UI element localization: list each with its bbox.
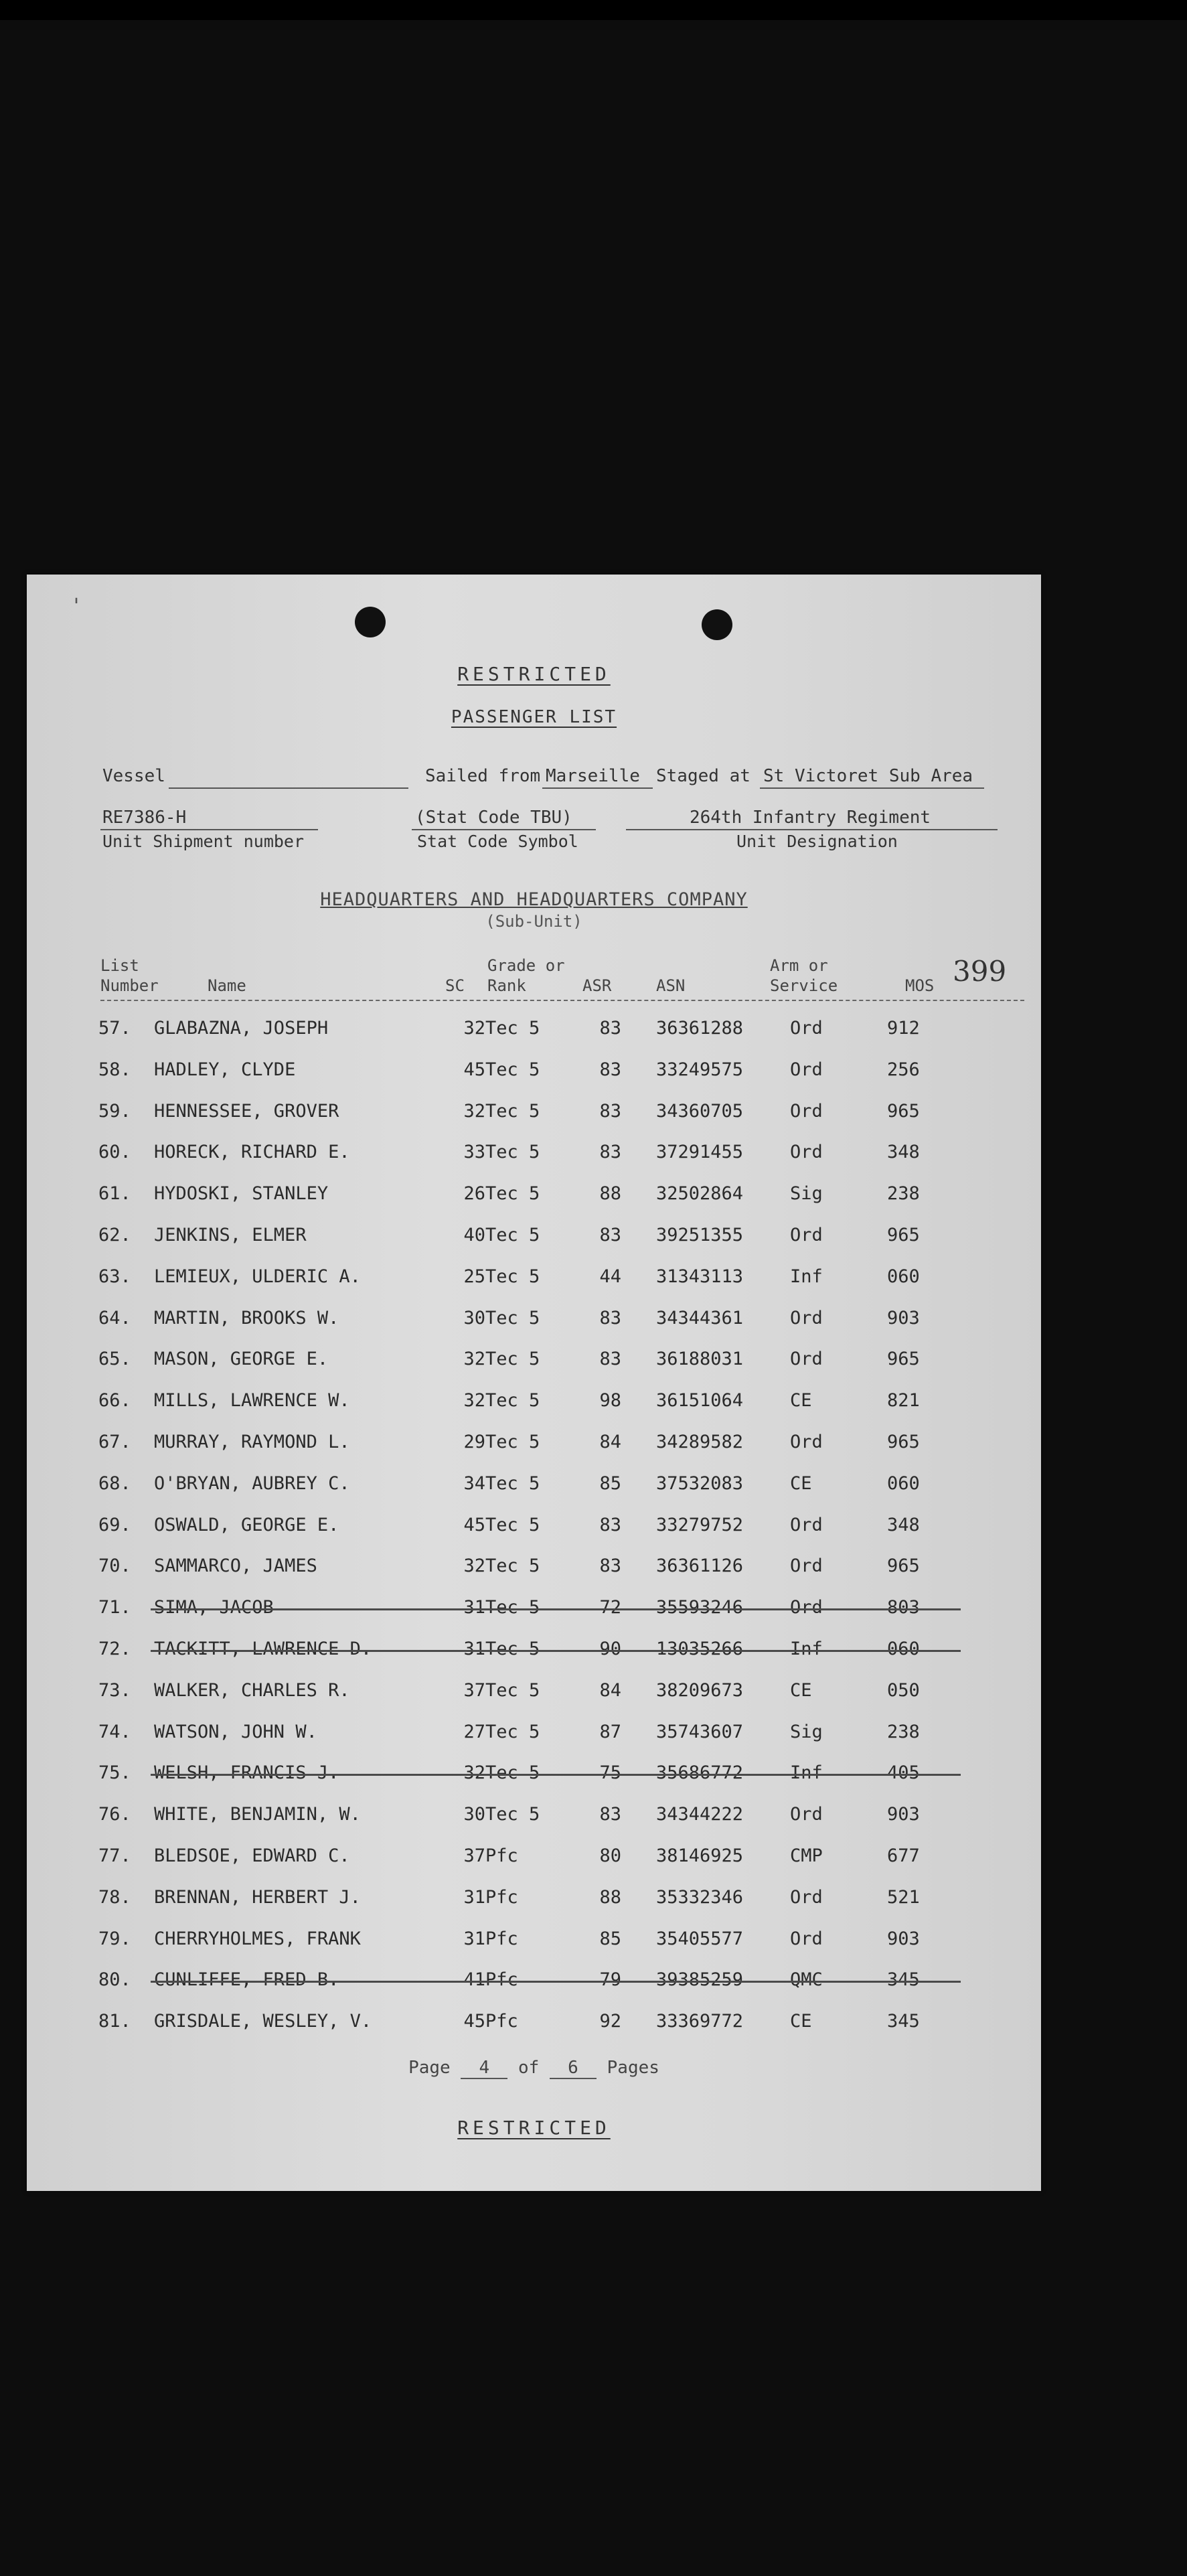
row-mos: 238 bbox=[887, 1722, 920, 1742]
row-name: BRENNAN, HERBERT J. bbox=[154, 1887, 361, 1908]
row-arm: CE bbox=[790, 2011, 812, 2032]
table-row bbox=[27, 2011, 1041, 2052]
row-mos: 965 bbox=[887, 1101, 920, 1122]
punch-hole-right bbox=[702, 609, 732, 640]
row-number: 76. bbox=[98, 1804, 131, 1825]
row-sc: 37 bbox=[463, 1680, 485, 1701]
row-grade: Tec 5 bbox=[485, 1101, 540, 1122]
row-asr: 90 bbox=[599, 1639, 621, 1659]
row-number: 79. bbox=[98, 1928, 131, 1949]
row-asn: 33369772 bbox=[656, 2011, 744, 2032]
row-asr: 88 bbox=[599, 1887, 621, 1908]
col-header-name: Name bbox=[208, 976, 246, 995]
row-mos: 345 bbox=[887, 2011, 920, 2032]
table-row bbox=[27, 1597, 1041, 1639]
row-grade: Tec 5 bbox=[485, 1390, 540, 1411]
row-mos: 521 bbox=[887, 1887, 920, 1908]
row-asn: 36188031 bbox=[656, 1349, 744, 1369]
row-grade: Pfc bbox=[485, 1845, 518, 1866]
row-sc: 29 bbox=[463, 1432, 485, 1452]
row-arm: Sig bbox=[790, 1183, 823, 1204]
table-row bbox=[27, 1887, 1041, 1928]
page-title: PASSENGER LIST bbox=[451, 707, 617, 727]
row-sc: 34 bbox=[463, 1473, 485, 1494]
row-asn: 34344222 bbox=[656, 1804, 744, 1825]
row-mos: 912 bbox=[887, 1018, 920, 1039]
row-asr: 83 bbox=[599, 1515, 621, 1535]
col-header-arm-1: Arm or bbox=[770, 956, 828, 975]
unit-designation-value: 264th Infantry Regiment bbox=[690, 808, 931, 828]
row-number: 75. bbox=[98, 1762, 131, 1783]
row-grade: Tec 5 bbox=[485, 1680, 540, 1701]
table-row bbox=[27, 1266, 1041, 1308]
col-header-grade-1: Grade or bbox=[487, 956, 565, 975]
table-row bbox=[27, 1059, 1041, 1101]
row-mos: 821 bbox=[887, 1390, 920, 1411]
row-name: WELSH, FRANCIS J. bbox=[154, 1762, 339, 1783]
sailed-from-value: Marseille bbox=[546, 766, 640, 786]
row-number: 65. bbox=[98, 1349, 131, 1369]
table-row bbox=[27, 1680, 1041, 1722]
row-asn: 36361126 bbox=[656, 1556, 744, 1576]
table-row bbox=[27, 1762, 1041, 1804]
subunit-value: HEADQUARTERS AND HEADQUARTERS COMPANY bbox=[320, 889, 748, 910]
row-number: 64. bbox=[98, 1308, 131, 1329]
row-arm: CE bbox=[790, 1473, 812, 1494]
classification-top: RESTRICTED bbox=[457, 663, 611, 685]
row-name: CHERRYHOLMES, FRANK bbox=[154, 1928, 361, 1949]
row-name: SIMA, JACOB bbox=[154, 1597, 274, 1618]
row-asr: 83 bbox=[599, 1308, 621, 1329]
row-mos: 965 bbox=[887, 1225, 920, 1245]
row-grade: Tec 5 bbox=[485, 1432, 540, 1452]
col-header-arm-2: Service bbox=[770, 976, 838, 995]
row-arm: CE bbox=[790, 1680, 812, 1701]
row-asr: 44 bbox=[599, 1266, 621, 1287]
row-grade: Tec 5 bbox=[485, 1266, 540, 1287]
row-sc: 27 bbox=[463, 1722, 485, 1742]
row-mos: 060 bbox=[887, 1639, 920, 1659]
row-number: 57. bbox=[98, 1018, 131, 1039]
row-name: HADLEY, CLYDE bbox=[154, 1059, 296, 1080]
row-number: 71. bbox=[98, 1597, 131, 1618]
row-name: OSWALD, GEORGE E. bbox=[154, 1515, 339, 1535]
row-name: MARTIN, BROOKS W. bbox=[154, 1308, 339, 1329]
row-number: 60. bbox=[98, 1142, 131, 1162]
row-asr: 84 bbox=[599, 1432, 621, 1452]
row-arm: Ord bbox=[790, 1225, 823, 1245]
row-sc: 41 bbox=[463, 1969, 485, 1990]
row-asr: 83 bbox=[599, 1349, 621, 1369]
table-row bbox=[27, 1928, 1041, 1970]
vessel-label: Vessel bbox=[102, 766, 165, 786]
strikethrough-line bbox=[151, 1774, 961, 1776]
row-sc: 31 bbox=[463, 1887, 485, 1908]
row-grade: Tec 5 bbox=[485, 1059, 540, 1080]
row-asn: 35405577 bbox=[656, 1928, 744, 1949]
row-name: TACKITT, LAWRENCE D. bbox=[154, 1639, 372, 1659]
pages-label: Pages bbox=[607, 2058, 659, 2078]
page-label: Page bbox=[408, 2058, 451, 2078]
row-asn: 36361288 bbox=[656, 1018, 744, 1039]
row-mos: 405 bbox=[887, 1762, 920, 1783]
row-mos: 345 bbox=[887, 1969, 920, 1990]
row-name: O'BRYAN, AUBREY C. bbox=[154, 1473, 350, 1494]
unit-shipment-label: Unit Shipment number bbox=[102, 832, 305, 851]
row-arm: Ord bbox=[790, 1101, 823, 1122]
row-asn: 34344361 bbox=[656, 1308, 744, 1329]
row-number: 77. bbox=[98, 1845, 131, 1866]
scan-border bbox=[0, 0, 1187, 20]
unit-shipment-number: RE7386-H bbox=[102, 808, 187, 828]
row-grade: Tec 5 bbox=[485, 1515, 540, 1535]
table-row bbox=[27, 1349, 1041, 1390]
stamped-page-number: 399 bbox=[953, 955, 1007, 988]
row-sc: 33 bbox=[463, 1142, 485, 1162]
strikethrough-line bbox=[151, 1981, 961, 1983]
page-total: 6 bbox=[550, 2058, 597, 2079]
row-grade: Tec 5 bbox=[485, 1804, 540, 1825]
row-number: 63. bbox=[98, 1266, 131, 1287]
col-header-asr: ASR bbox=[582, 976, 612, 995]
row-number: 59. bbox=[98, 1101, 131, 1122]
row-grade: Tec 5 bbox=[485, 1762, 540, 1783]
row-number: 62. bbox=[98, 1225, 131, 1245]
stat-code-rule bbox=[412, 829, 596, 830]
col-header-list-2: Number bbox=[100, 976, 159, 995]
row-asn: 34289582 bbox=[656, 1432, 744, 1452]
row-sc: 32 bbox=[463, 1390, 485, 1411]
row-mos: 677 bbox=[887, 1845, 920, 1866]
row-sc: 45 bbox=[463, 1515, 485, 1535]
col-header-sc: SC bbox=[445, 976, 465, 995]
row-name: WHITE, BENJAMIN, W. bbox=[154, 1804, 361, 1825]
row-arm: Ord bbox=[790, 1887, 823, 1908]
table-row bbox=[27, 1390, 1041, 1432]
row-sc: 31 bbox=[463, 1597, 485, 1618]
row-name: MASON, GEORGE E. bbox=[154, 1349, 329, 1369]
row-asr: 83 bbox=[599, 1142, 621, 1162]
row-arm: Sig bbox=[790, 1722, 823, 1742]
row-arm: Ord bbox=[790, 1059, 823, 1080]
row-grade: Tec 5 bbox=[485, 1722, 540, 1742]
row-asn: 38146925 bbox=[656, 1845, 744, 1866]
row-number: 61. bbox=[98, 1183, 131, 1204]
row-grade: Tec 5 bbox=[485, 1473, 540, 1494]
row-sc: 32 bbox=[463, 1349, 485, 1369]
row-asr: 83 bbox=[599, 1556, 621, 1576]
row-mos: 348 bbox=[887, 1142, 920, 1162]
col-header-list-1: List bbox=[100, 956, 139, 975]
table-row bbox=[27, 1969, 1041, 2011]
row-asn: 32502864 bbox=[656, 1183, 744, 1204]
row-asn: 33249575 bbox=[656, 1059, 744, 1080]
page-current: 4 bbox=[461, 2058, 507, 2079]
row-sc: 25 bbox=[463, 1266, 485, 1287]
row-arm: Inf bbox=[790, 1266, 823, 1287]
row-arm: Inf bbox=[790, 1639, 823, 1659]
table-row bbox=[27, 1804, 1041, 1845]
row-sc: 32 bbox=[463, 1018, 485, 1039]
row-arm: Ord bbox=[790, 1142, 823, 1162]
row-grade: Tec 5 bbox=[485, 1142, 540, 1162]
row-arm: Inf bbox=[790, 1762, 823, 1783]
row-grade: Tec 5 bbox=[485, 1308, 540, 1329]
margin-pen-mark: ' bbox=[70, 595, 83, 618]
page-count bbox=[27, 2058, 1041, 2079]
sailed-from-rule bbox=[542, 787, 653, 789]
row-asn: 35743607 bbox=[656, 1722, 744, 1742]
table-row bbox=[27, 1432, 1041, 1473]
row-sc: 45 bbox=[463, 1059, 485, 1080]
row-sc: 32 bbox=[463, 1762, 485, 1783]
row-number: 74. bbox=[98, 1722, 131, 1742]
row-mos: 965 bbox=[887, 1432, 920, 1452]
row-arm: Ord bbox=[790, 1018, 823, 1039]
row-name: CUNLIFFE, FRED B. bbox=[154, 1969, 339, 1990]
row-grade: Tec 5 bbox=[485, 1349, 540, 1369]
row-grade: Pfc bbox=[485, 1928, 518, 1949]
row-asr: 85 bbox=[599, 1928, 621, 1949]
stat-code-label: Stat Code Symbol bbox=[417, 832, 578, 851]
row-arm: Ord bbox=[790, 1928, 823, 1949]
row-asn: 38209673 bbox=[656, 1680, 744, 1701]
row-mos: 060 bbox=[887, 1266, 920, 1287]
row-mos: 050 bbox=[887, 1680, 920, 1701]
row-number: 80. bbox=[98, 1969, 131, 1990]
row-number: 58. bbox=[98, 1059, 131, 1080]
row-mos: 965 bbox=[887, 1556, 920, 1576]
row-arm: QMC bbox=[790, 1969, 823, 1990]
row-asr: 83 bbox=[599, 1059, 621, 1080]
sailed-from-label: Sailed from bbox=[425, 766, 541, 786]
row-arm: Ord bbox=[790, 1308, 823, 1329]
row-sc: 32 bbox=[463, 1101, 485, 1122]
table-row bbox=[27, 1142, 1041, 1183]
row-sc: 40 bbox=[463, 1225, 485, 1245]
row-number: 66. bbox=[98, 1390, 131, 1411]
row-arm: Ord bbox=[790, 1556, 823, 1576]
unit-shipment-rule bbox=[100, 829, 318, 830]
strikethrough-line bbox=[151, 1650, 961, 1652]
row-asr: 84 bbox=[599, 1680, 621, 1701]
row-name: HYDOSKI, STANLEY bbox=[154, 1183, 329, 1204]
row-name: HORECK, RICHARD E. bbox=[154, 1142, 350, 1162]
row-name: LEMIEUX, ULDERIC A. bbox=[154, 1266, 361, 1287]
row-number: 81. bbox=[98, 2011, 131, 2032]
row-name: HENNESSEE, GROVER bbox=[154, 1101, 339, 1122]
table-row bbox=[27, 1515, 1041, 1556]
row-asn: 35593246 bbox=[656, 1597, 744, 1618]
row-asn: 13035266 bbox=[656, 1639, 744, 1659]
row-sc: 31 bbox=[463, 1928, 485, 1949]
row-asn: 37532083 bbox=[656, 1473, 744, 1494]
row-asn: 36151064 bbox=[656, 1390, 744, 1411]
row-asn: 31343113 bbox=[656, 1266, 744, 1287]
row-name: MURRAY, RAYMOND L. bbox=[154, 1432, 350, 1452]
row-sc: 31 bbox=[463, 1639, 485, 1659]
row-asr: 83 bbox=[599, 1018, 621, 1039]
row-grade: Pfc bbox=[485, 2011, 518, 2032]
vessel-blank bbox=[169, 787, 408, 789]
unit-designation-rule bbox=[626, 829, 998, 830]
row-asr: 79 bbox=[599, 1969, 621, 1990]
staged-at-label: Staged at bbox=[656, 766, 750, 786]
row-asr: 75 bbox=[599, 1762, 621, 1783]
row-mos: 803 bbox=[887, 1597, 920, 1618]
row-number: 73. bbox=[98, 1680, 131, 1701]
table-row bbox=[27, 1473, 1041, 1515]
row-sc: 32 bbox=[463, 1556, 485, 1576]
row-arm: Ord bbox=[790, 1804, 823, 1825]
row-grade: Tec 5 bbox=[485, 1597, 540, 1618]
row-mos: 903 bbox=[887, 1308, 920, 1329]
row-asn: 39385259 bbox=[656, 1969, 744, 1990]
row-asn: 39251355 bbox=[656, 1225, 744, 1245]
row-asr: 72 bbox=[599, 1597, 621, 1618]
row-name: GRISDALE, WESLEY, V. bbox=[154, 2011, 372, 2032]
row-name: WALKER, CHARLES R. bbox=[154, 1680, 350, 1701]
row-arm: Ord bbox=[790, 1597, 823, 1618]
row-sc: 26 bbox=[463, 1183, 485, 1204]
document-page bbox=[27, 575, 1041, 2191]
row-grade: Tec 5 bbox=[485, 1225, 540, 1245]
row-number: 70. bbox=[98, 1556, 131, 1576]
row-asr: 83 bbox=[599, 1804, 621, 1825]
row-sc: 30 bbox=[463, 1308, 485, 1329]
row-asr: 88 bbox=[599, 1183, 621, 1204]
row-grade: Tec 5 bbox=[485, 1639, 540, 1659]
table-row bbox=[27, 1845, 1041, 1887]
row-name: WATSON, JOHN W. bbox=[154, 1722, 317, 1742]
strikethrough-line bbox=[151, 1608, 961, 1610]
row-grade: Tec 5 bbox=[485, 1018, 540, 1039]
row-asr: 85 bbox=[599, 1473, 621, 1494]
col-header-mos: MOS bbox=[905, 976, 935, 995]
punch-hole-left bbox=[355, 607, 386, 637]
row-asr: 98 bbox=[599, 1390, 621, 1411]
table-row bbox=[27, 1556, 1041, 1597]
row-mos: 903 bbox=[887, 1804, 920, 1825]
row-mos: 903 bbox=[887, 1928, 920, 1949]
table-row bbox=[27, 1018, 1041, 1059]
row-name: SAMMARCO, JAMES bbox=[154, 1556, 317, 1576]
row-number: 67. bbox=[98, 1432, 131, 1452]
row-name: MILLS, LAWRENCE W. bbox=[154, 1390, 350, 1411]
row-mos: 256 bbox=[887, 1059, 920, 1080]
table-row bbox=[27, 1101, 1041, 1142]
row-number: 78. bbox=[98, 1887, 131, 1908]
row-mos: 965 bbox=[887, 1349, 920, 1369]
row-arm: CE bbox=[790, 1390, 812, 1411]
row-arm: Ord bbox=[790, 1349, 823, 1369]
row-name: JENKINS, ELMER bbox=[154, 1225, 307, 1245]
staged-at-rule bbox=[760, 787, 984, 789]
col-header-asn: ASN bbox=[656, 976, 686, 995]
row-asr: 80 bbox=[599, 1845, 621, 1866]
staged-at-value: St Victoret Sub Area bbox=[763, 766, 973, 786]
row-asr: 83 bbox=[599, 1225, 621, 1245]
table-row bbox=[27, 1183, 1041, 1225]
row-number: 69. bbox=[98, 1515, 131, 1535]
row-name: GLABAZNA, JOSEPH bbox=[154, 1018, 329, 1039]
row-asr: 87 bbox=[599, 1722, 621, 1742]
row-grade: Pfc bbox=[485, 1969, 518, 1990]
row-asr: 83 bbox=[599, 1101, 621, 1122]
row-arm: CMP bbox=[790, 1845, 823, 1866]
row-asn: 35332346 bbox=[656, 1887, 744, 1908]
stat-code-value: (Stat Code TBU) bbox=[415, 808, 572, 828]
table-row bbox=[27, 1308, 1041, 1349]
row-asn: 37291455 bbox=[656, 1142, 744, 1162]
row-name: BLEDSOE, EDWARD C. bbox=[154, 1845, 350, 1866]
header-rule bbox=[100, 1000, 1024, 1001]
row-arm: Ord bbox=[790, 1515, 823, 1535]
unit-designation-label: Unit Designation bbox=[736, 832, 898, 851]
row-mos: 238 bbox=[887, 1183, 920, 1204]
table-row bbox=[27, 1639, 1041, 1680]
row-mos: 060 bbox=[887, 1473, 920, 1494]
row-grade: Tec 5 bbox=[485, 1556, 540, 1576]
row-asr: 92 bbox=[599, 2011, 621, 2032]
page-of-label: of bbox=[518, 2058, 540, 2078]
row-mos: 348 bbox=[887, 1515, 920, 1535]
row-asn: 35686772 bbox=[656, 1762, 744, 1783]
row-number: 68. bbox=[98, 1473, 131, 1494]
row-sc: 45 bbox=[463, 2011, 485, 2032]
row-asn: 34360705 bbox=[656, 1101, 744, 1122]
row-grade: Tec 5 bbox=[485, 1183, 540, 1204]
row-arm: Ord bbox=[790, 1432, 823, 1452]
row-sc: 37 bbox=[463, 1845, 485, 1866]
row-grade: Pfc bbox=[485, 1887, 518, 1908]
table-row bbox=[27, 1225, 1041, 1266]
table-row bbox=[27, 1722, 1041, 1763]
col-header-grade-2: Rank bbox=[487, 976, 526, 995]
row-sc: 30 bbox=[463, 1804, 485, 1825]
classification-bottom: RESTRICTED bbox=[457, 2117, 611, 2139]
subunit-label: (Sub-Unit) bbox=[485, 912, 582, 931]
row-asn: 33279752 bbox=[656, 1515, 744, 1535]
row-number: 72. bbox=[98, 1639, 131, 1659]
